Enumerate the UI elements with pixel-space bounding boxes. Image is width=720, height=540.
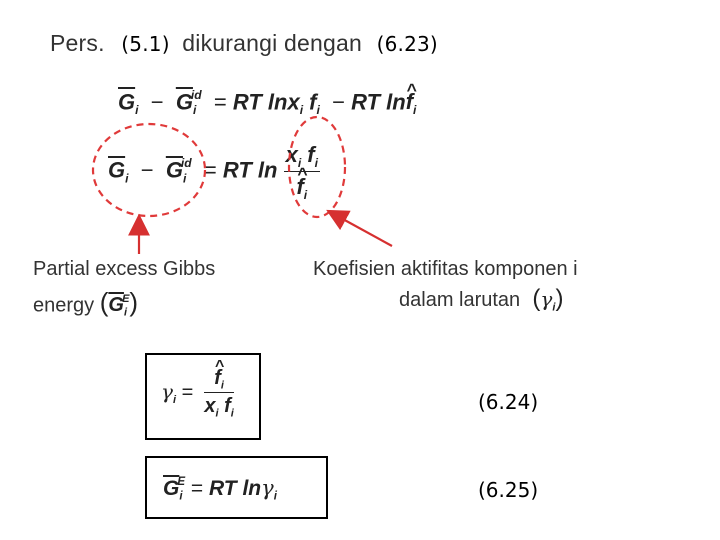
left-annotation-label: [33, 254, 215, 328]
header-prefix: Pers.: [50, 30, 105, 56]
equation-box-activity-coefficient: [145, 353, 261, 440]
header-middle: dikurangi dengan: [182, 30, 362, 56]
equation-excess-gibbs: $\overline{G}_i^E$ = RT lnγ$_i$: [163, 476, 277, 503]
left-dashed-circle: [93, 124, 205, 216]
equation-partial-molar-difference: $\overline{G}_i - \overline{G}_i^{id}$ = RT lnx$_i$ $f_i$ − RT ln^ $f_i$: [118, 88, 416, 117]
equation-excess-gibbs-ratio: $\overline{G}_i - \overline{G}_i^{id}$ = RT ln $x_i$ $f_i$ ^ $f_i$: [108, 142, 320, 202]
right-annotation-label: [313, 254, 578, 322]
left-label-symbol: $(\overline{G}_i^E)$: [99, 287, 139, 319]
right-label-line1: Koefisien aktifitas komponen i: [313, 258, 578, 280]
right-dashed-circle: [289, 117, 345, 217]
right-arrow: [330, 212, 392, 246]
right-label-line2-row: [313, 284, 578, 322]
equation-box-excess-gibbs: [145, 456, 328, 519]
equation-ref-6-24: (6.24): [478, 390, 539, 414]
left-label-line2-row: [33, 284, 215, 328]
right-label-line2: dalam larutan: [399, 289, 521, 311]
left-label-line1: Partial excess Gibbs: [33, 258, 216, 280]
equation-activity-coefficient: $\gamma_i$ = ^ $\frac{f_i}{x_i f_i}$: [161, 367, 234, 420]
header-ref-b: (6.23): [376, 32, 438, 56]
left-label-line2: energy: [33, 294, 95, 317]
header-ref-a: (5.1): [121, 32, 170, 56]
right-label-symbol: $(\gamma_i)$: [525, 285, 564, 314]
equation-ref-6-25: (6.25): [478, 478, 539, 502]
